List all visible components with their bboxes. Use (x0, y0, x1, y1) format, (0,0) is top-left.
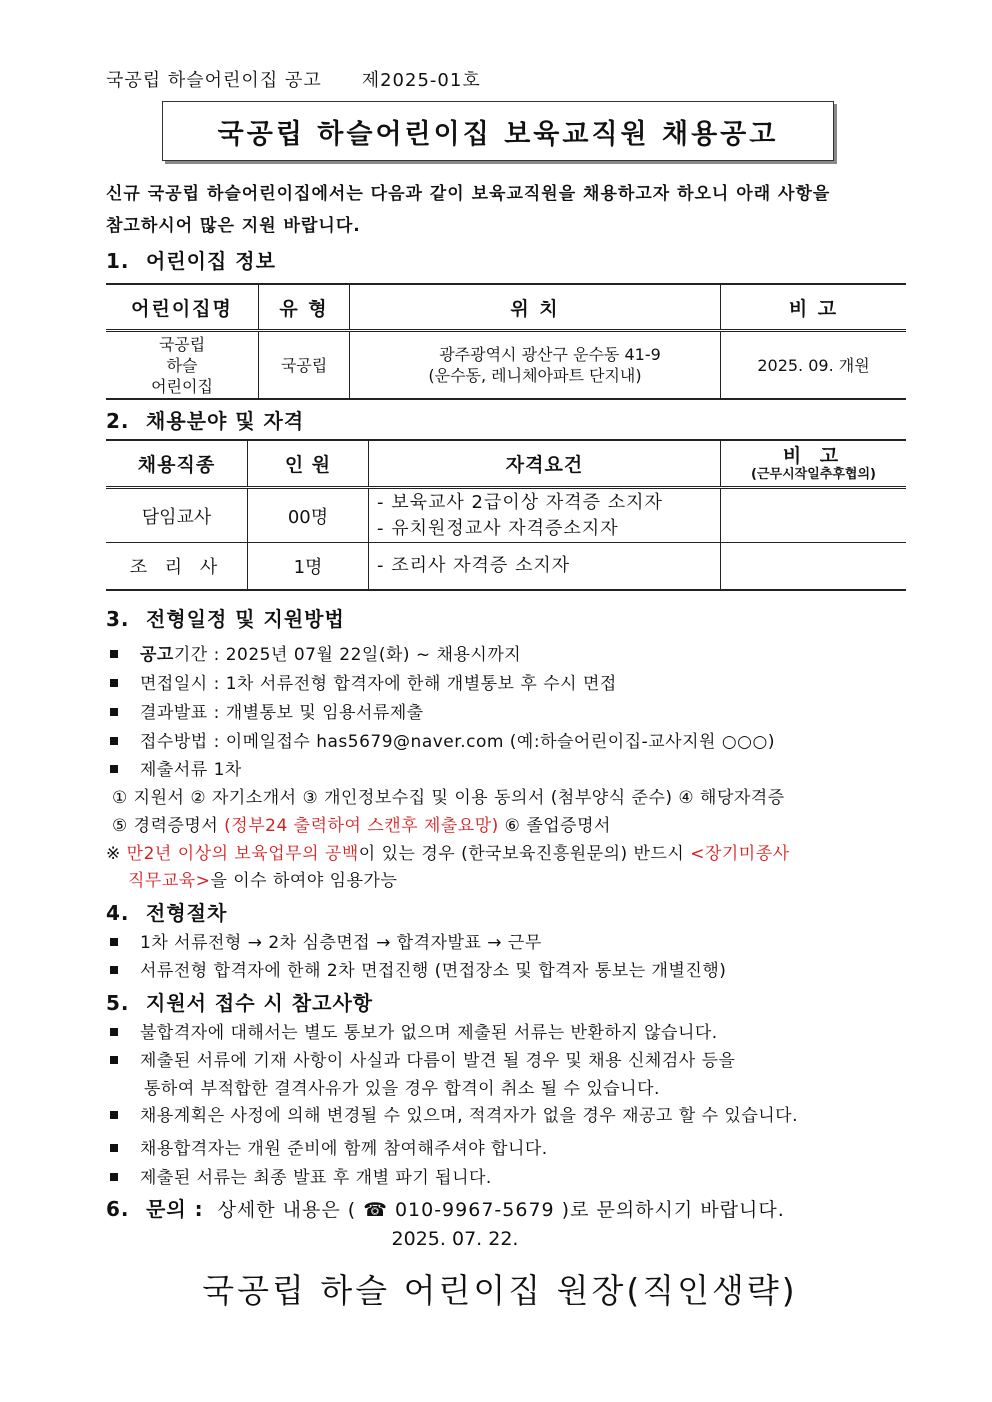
list-item: 면접일시 : 1차 서류전형 합격자에 한해 개별통보 후 수시 면접 (106, 669, 617, 694)
list-item: 제출된 서류에 기재 사항이 사실과 다름이 발견 될 경우 및 채용 신체검사 등을 (106, 1046, 735, 1071)
bullet-icon (110, 1028, 118, 1036)
cell-job: 조 리 사 (106, 543, 248, 591)
bullet-icon (110, 938, 118, 946)
bullet-icon (110, 679, 118, 687)
bullet-icon (110, 1056, 118, 1064)
bullet-icon (110, 737, 118, 745)
cell-job: 담임교사 (106, 488, 248, 543)
notice-number: 제2025-01호 (361, 70, 481, 91)
cell-note (721, 488, 907, 543)
col-header: 인 원 (248, 440, 369, 488)
list-item: 접수방법 : 이메일접수 has5679@naver.com (예:하슬어린이집-교사지원 ○○○) (106, 727, 775, 752)
list-item: 1차 서류전형 → 2차 심층면접 → 합격자발표 → 근무 (106, 928, 542, 953)
section-1-heading: 1. 어린이집 정보 (106, 249, 276, 273)
bullet-icon (110, 1173, 118, 1181)
section-4-heading: 4. 전형절차 (106, 901, 228, 925)
title-box (162, 101, 834, 161)
list-item: 불합격자에 대해서는 별도 통보가 없으며 제출된 서류는 반환하지 않습니다. (106, 1018, 718, 1043)
bullet-icon (110, 1144, 118, 1152)
list-item-continued: 통하여 부적합한 결격사유가 있을 경우 합격이 취소 될 수 있습니다. (144, 1079, 660, 1099)
intro-line: 신규 국공립 하슬어린이집에서는 다음과 같이 보육교직원을 채용하고자 하오니 아래 사항을 (106, 184, 831, 204)
cell-location: 광주광역시 광산구 운수동 41-9 (운수동, 레니체아파트 단지내) (350, 331, 721, 400)
page-title: 국공립 하슬어린이집 보육교직원 채용공고 (217, 118, 779, 150)
col-header: 어린이집명 (106, 284, 259, 331)
section-3-heading: 3. 전형일정 및 지원방법 (106, 607, 345, 631)
table-row (106, 331, 906, 400)
list-item: 서류전형 합격자에 한해 2차 면접진행 (면접장소 및 합격자 통보는 개별진행) (106, 956, 726, 981)
cell-count: 00명 (248, 488, 369, 543)
intro-text (106, 178, 912, 242)
table-row (106, 543, 906, 591)
bullet-icon (110, 1111, 118, 1119)
intro-line: 참고하시어 많은 지원 바랍니다. (106, 216, 361, 236)
col-header: 비 고 (721, 284, 907, 331)
col-header: 자격요건 (369, 440, 721, 488)
bullet-icon (110, 765, 118, 773)
col-header: 유 형 (259, 284, 350, 331)
notice-date: 2025. 07. 22. (391, 1228, 519, 1250)
notice-org: 국공립 하슬어린이집 공고 (106, 70, 322, 91)
signature: 국공립 하슬 어린이집 원장(직인생략) (202, 1271, 798, 1310)
cell-name: 국공립 하슬 어린이집 (106, 331, 259, 400)
cell-req: - 조리사 자격증 소지자 (369, 543, 721, 591)
cell-note (721, 543, 907, 591)
list-item: 채용합격자는 개원 준비에 함께 참여해주셔야 합니다. (106, 1134, 548, 1159)
docs-line: ⑤ 경력증명서 (정부24 출력하여 스캔후 제출요망) ⑥ 졸업증명서 (112, 816, 611, 836)
notice-line: ※ 만2년 이상의 보육업무의 공백이 있는 경우 (한국보육진흥원문의) 반드시 <장기미종사 (106, 844, 790, 864)
section-2-heading: 2. 채용분야 및 자격 (106, 409, 305, 433)
notice-line: 직무교육>을 이수 하여야 임용가능 (128, 871, 398, 891)
bullet-icon (110, 650, 118, 658)
docs-line: ① 지원서 ② 자기소개서 ③ 개인정보수집 및 이용 동의서 (첨부양식 준수) ④ 해당자격증 (112, 788, 785, 808)
contact-text: 상세한 내용은 ( ☎ 010-9967-5679 )로 문의하시기 바랍니다. (217, 1199, 785, 1221)
cell-req: - 보육교사 2급이상 자격증 소지자 - 유치원정교사 자격증소지자 (369, 488, 721, 543)
notice-header (106, 66, 481, 92)
bullet-icon (110, 966, 118, 974)
col-header: 위 치 (350, 284, 721, 331)
col-header: 채용직종 (106, 440, 248, 488)
list-item: 결과발표 : 개별통보 및 임용서류제출 (106, 698, 424, 723)
cell-type: 국공립 (259, 331, 350, 400)
list-item: 공고기간 : 2025년 07월 22일(화) ~ 채용시까지 (106, 640, 521, 665)
section-5-heading: 5. 지원서 접수 시 참고사항 (106, 991, 374, 1015)
cell-count: 1명 (248, 543, 369, 591)
col-header-note: 비 고 (근무시작일추후협의) (721, 440, 907, 488)
bullet-icon (110, 708, 118, 716)
list-item: 제출된 서류는 최종 발표 후 개별 파기 됩니다. (106, 1163, 492, 1188)
cell-note: 2025. 09. 개원 (721, 331, 907, 400)
recruitment-table (106, 439, 906, 591)
daycare-info-table (106, 283, 906, 400)
section-6-heading: 6. 문의 : 상세한 내용은 ( ☎ 010-9967-5679 )로 문의하시기 바랍니다. (106, 1197, 785, 1221)
list-item: 제출서류 1차 (106, 755, 242, 780)
list-item: 채용계획은 사정에 의해 변경될 수 있으며, 적격자가 없을 경우 재공고 할 수 있습니다. (106, 1101, 798, 1126)
table-row (106, 488, 906, 543)
